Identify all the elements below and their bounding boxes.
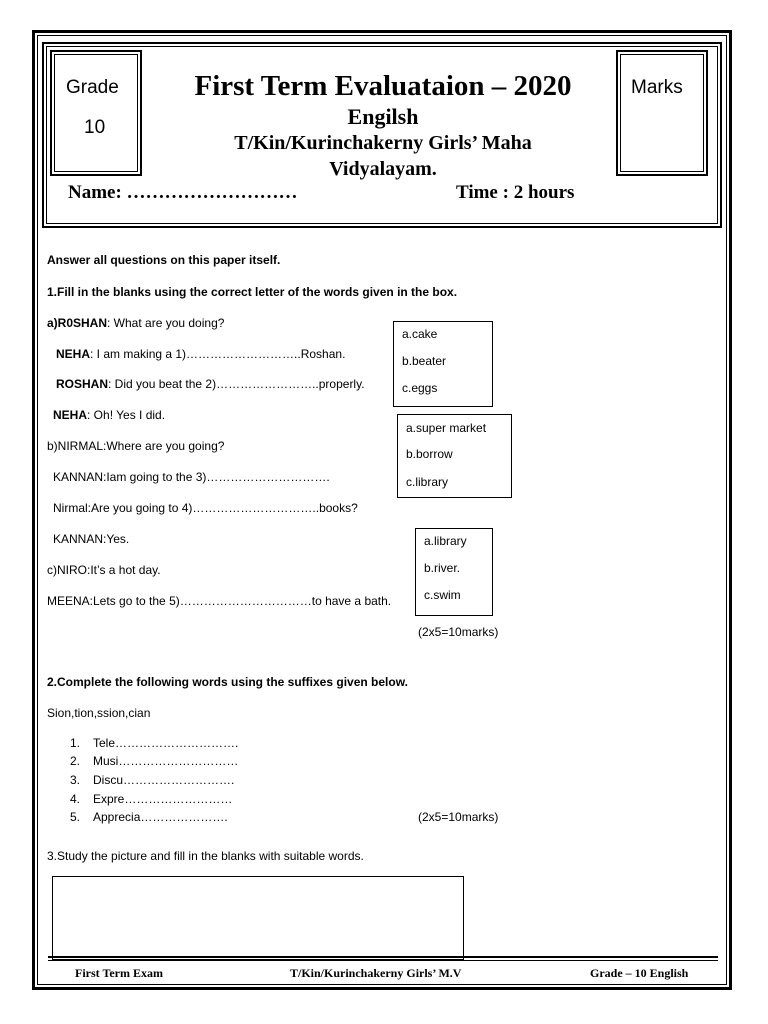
q1-line-2: NEHA: I am making a 1)………………………..Roshan. bbox=[56, 347, 346, 361]
footer-rule-thick bbox=[48, 956, 718, 958]
marks-box-inner bbox=[620, 54, 704, 172]
q1-line-9: c)NIRO:It’s a hot day. bbox=[47, 563, 161, 577]
option-3b: b.river. bbox=[424, 561, 461, 575]
instructions: Answer all questions on this paper itself. bbox=[47, 253, 281, 267]
footer-right: Grade – 10 English bbox=[590, 966, 689, 980]
option-3a: a.library bbox=[424, 534, 467, 548]
exam-title: First Term Evaluataion – 2020 bbox=[194, 70, 572, 102]
footer-rule-thin bbox=[48, 960, 718, 961]
list-item: 4. Expre……………………… bbox=[70, 792, 233, 806]
grade-box-inner bbox=[54, 54, 138, 172]
option-1a: a.cake bbox=[402, 327, 438, 341]
option-1c: c.eggs bbox=[402, 381, 438, 395]
q3-heading: 3.Study the picture and fill in the blanks with suitable words. bbox=[47, 849, 364, 863]
q1-line-3: ROSHAN: Did you beat the 2)……………………..properly. bbox=[56, 377, 365, 391]
name-field: Name: ……………………… bbox=[68, 182, 298, 203]
picture-box bbox=[52, 876, 464, 960]
q1-line-7: Nirmal:Are you going to 4)…………………………..books? bbox=[53, 501, 358, 515]
marks-label: Marks bbox=[631, 77, 683, 98]
q1-line-4: NEHA: Oh! Yes I did. bbox=[53, 408, 166, 422]
q1-line-8: KANNAN:Yes. bbox=[53, 532, 130, 546]
list-item: 1. Tele…………………………. bbox=[70, 736, 239, 750]
option-2a: a.super market bbox=[406, 421, 487, 435]
grade-value: 10 bbox=[84, 117, 106, 138]
q1-line-6: KANNAN:Iam going to the 3)…………………………. bbox=[53, 470, 330, 484]
q1-heading: 1.Fill in the blanks using the correct letter of the words given in the box. bbox=[47, 285, 458, 299]
option-3c: c.swim bbox=[424, 588, 461, 602]
footer-center: T/Kin/Kurinchakerny Girls’ M.V bbox=[290, 966, 462, 980]
option-1b: b.beater bbox=[402, 354, 447, 368]
option-2b: b.borrow bbox=[406, 447, 453, 461]
q2-marks: (2x5=10marks) bbox=[418, 810, 499, 824]
grade-label: Grade bbox=[66, 77, 119, 98]
q1-line-1: a)R0SHAN: What are you doing? bbox=[47, 316, 225, 330]
q1-marks: (2x5=10marks) bbox=[418, 625, 499, 639]
list-item: 5. Apprecia…………………. bbox=[70, 810, 228, 824]
school-name-line1: T/Kin/Kurinchakerny Girls’ Maha bbox=[234, 132, 532, 154]
q2-heading: 2.Complete the following words using the suffixes given below. bbox=[47, 675, 408, 689]
q1-line-5: b)NIRMAL:Where are you going? bbox=[47, 439, 225, 453]
option-2c: c.library bbox=[406, 475, 449, 489]
q1-line-10: MEENA:Lets go to the 5)……………………………to have a bath. bbox=[47, 594, 392, 608]
school-name-line2: Vidyalayam. bbox=[329, 158, 437, 180]
subject-title: Engilsh bbox=[347, 104, 419, 129]
list-item: 3. Discu………………………. bbox=[70, 773, 235, 787]
footer-left: First Term Exam bbox=[75, 966, 163, 980]
time-field: Time : 2 hours bbox=[456, 182, 575, 203]
list-item: 2. Musi………………………… bbox=[70, 754, 239, 768]
q2-suffixes: Sion,tion,ssion,cian bbox=[47, 706, 151, 720]
